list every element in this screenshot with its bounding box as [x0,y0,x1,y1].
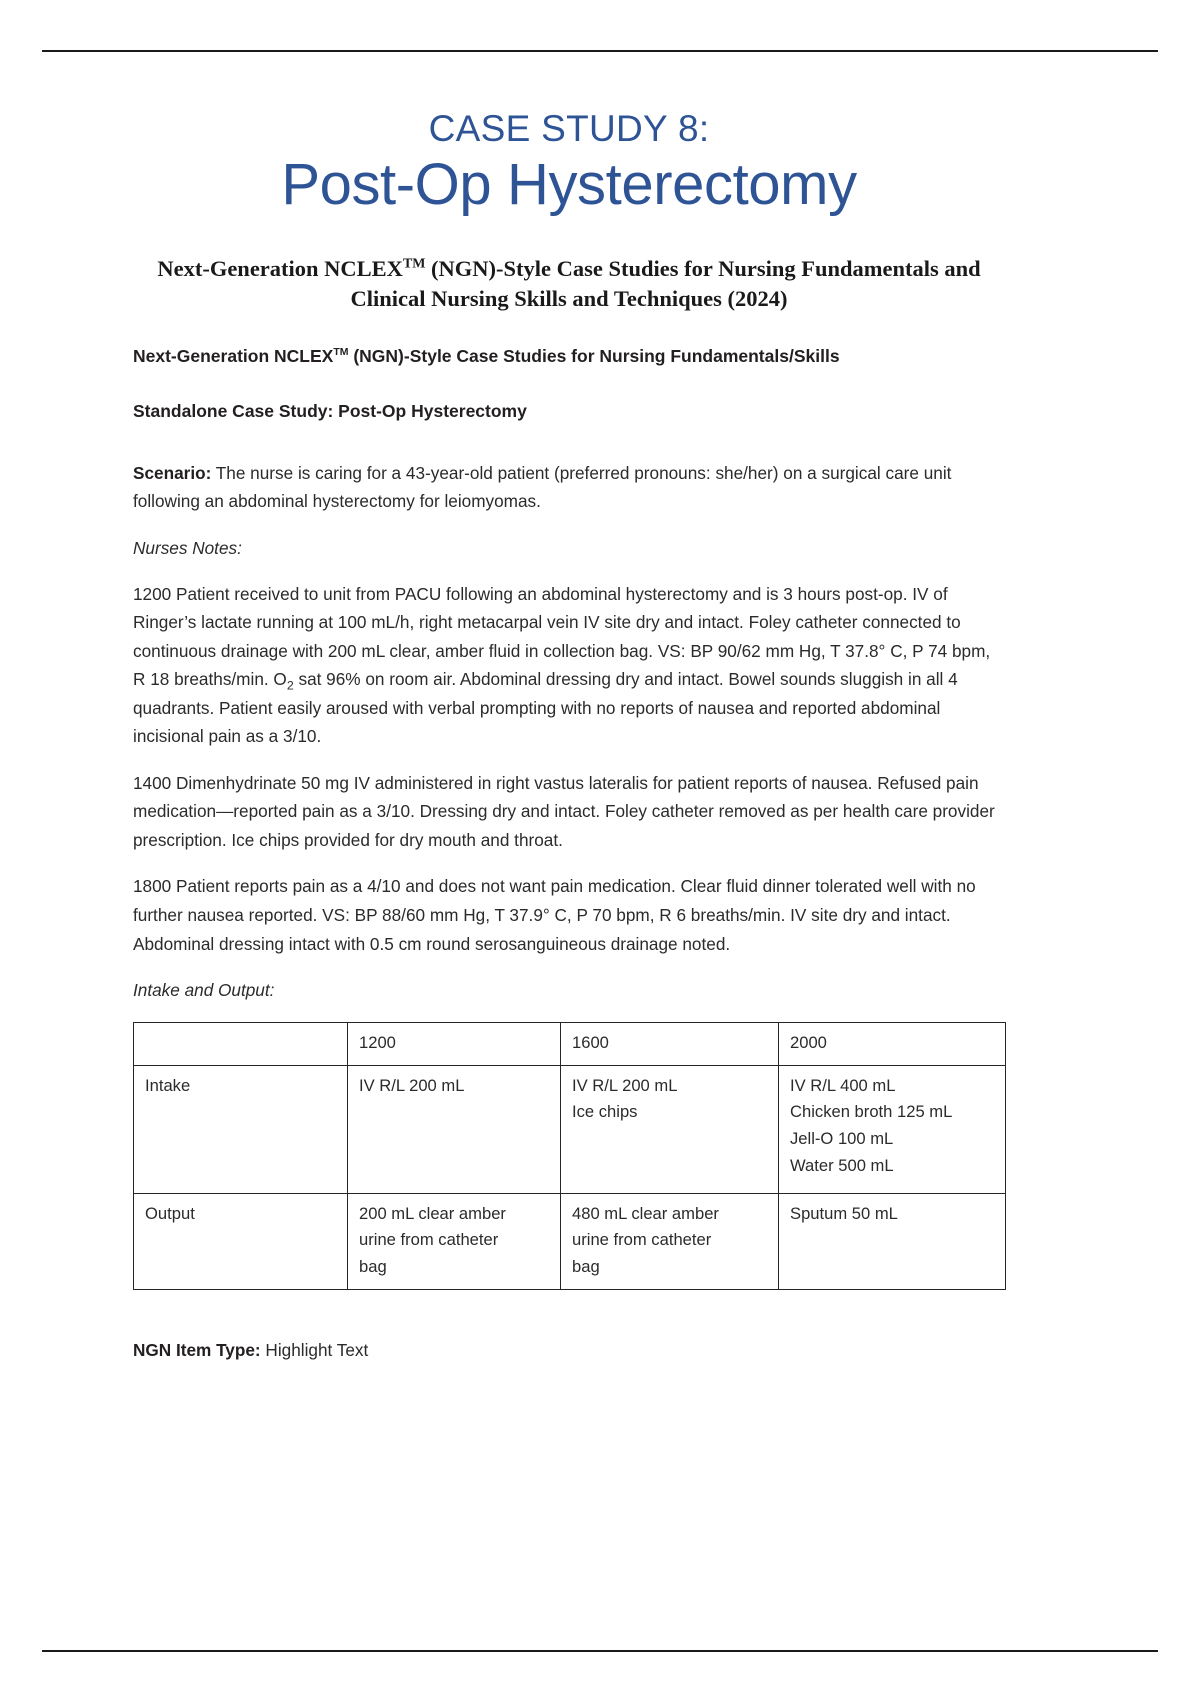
output-2000-cell [779,1193,1006,1290]
trademark-symbol: TM [333,346,349,359]
output-1200-cell [348,1193,561,1290]
standalone-case-heading: Standalone Case Study: Post-Op Hysterectomy [133,400,527,421]
cell-line: Sputum 50 mL [790,1203,898,1223]
row-label-output: Output [134,1193,348,1290]
trademark-symbol: TM [402,256,426,272]
document-content [133,108,1005,1365]
intake-1200-cell [348,1065,561,1193]
scenario-label: Scenario: [133,462,212,483]
nurses-note-1800: 1800 Patient reports pain as a 4/10 and does not want pain medication. Clear fluid dinner tolerated well with no further nausea reported. VS: BP 88/60 mm Hg, T 37.9° C, P 70 bpm, R 6 breaths/min. IV site dry and intact. Abdominal dressing intact with 0.5 cm round serosanguineous drainage noted. [133,876,976,954]
table-header-row [134,1022,1006,1065]
cell-line: urine from catheter [359,1230,499,1250]
cell-line: 480 mL clear amber [572,1203,719,1223]
ngn-style-heading-part2: (NGN)-Style Case Studies for Nursing Fundamentals/Skills [348,346,840,367]
nurses-note-1400: 1400 Dimenhydrinate 50 mg IV administered in right vastus lateralis for patient reports of nausea. Refused pain medication—reported pain as a 3/10. Dressing dry and intact. Foley catheter removed as per health care provider prescription. Ice chips provided for dry mouth and throat. [133,772,995,850]
output-1600-cell [561,1193,779,1290]
publication-subtitle-part2: (NGN)-Style Case Studies for Nursing Fundamentals and Clinical Nursing Skills and Techniques (2024) [350,255,981,312]
ngn-item-type-label: NGN Item Type: [133,1340,261,1361]
table-col-header-2000: 2000 [779,1022,1006,1065]
intake-1600-cell [561,1065,779,1193]
cell-line: Jell-O 100 mL [790,1129,894,1149]
cell-line: IV R/L 200 mL [572,1075,678,1095]
cell-line: Ice chips [572,1102,638,1122]
nurses-notes-label: Nurses Notes: [133,538,242,558]
intake-output-table [133,1022,1006,1291]
nurses-note-1200 [133,580,1005,751]
cell-line: Chicken broth 125 mL [790,1102,953,1122]
ngn-item-type-value: Highlight Text [260,1340,369,1361]
scenario-text: The nurse is caring for a 43-year-old patient (preferred pronouns: she/her) on a surgical care unit following an abdominal hysterectomy for leiomyomas. [133,462,952,512]
oxygen-subscript: 2 [286,678,294,693]
table-row [134,1065,1006,1193]
case-study-number-title: CASE STUDY 8: [428,108,710,149]
nurses-note-1200-part1: 1200 Patient received to unit from PACU following an abdominal hysterectomy and is 3 hours post-op. IV of Ringer’s lactate running at 100 mL/h, right metacarpal vein IV site dry and intact. Foley catheter connected to continuous drainage with 200 mL clear, amber fluid in collection bag. VS: BP 90/62 mm Hg, T 37.8° C, P 74 bpm, R 18 breaths/min. O [133,583,991,690]
nurses-note-1200-part2: sat 96% on room air. Abdominal dressing dry and intact. Bowel sounds sluggish in all 4 quadrants. Patient easily aroused with verbal prompting with no reports of nausea and reported abdominal incisional pain as a 3/10. [133,669,958,747]
table-col-header-1600: 1600 [561,1022,779,1065]
publication-subtitle [133,254,1005,314]
table-col-header-1200: 1200 [348,1022,561,1065]
cell-line: urine from catheter [572,1230,712,1250]
ngn-style-heading [133,344,1005,369]
cell-line: bag [359,1257,387,1277]
cell-line: 200 mL clear amber [359,1203,506,1223]
cell-line: IV R/L 400 mL [790,1075,896,1095]
intake-2000-cell [779,1065,1006,1193]
table-row [134,1193,1006,1290]
table-corner-cell [134,1022,348,1065]
footer-rule [42,1650,1158,1652]
row-label-intake: Intake [134,1065,348,1193]
header-rule [42,50,1158,52]
intake-output-label: Intake and Output: [133,980,275,1001]
case-study-main-title: Post-Op Hysterectomy [281,152,857,218]
cell-line: IV R/L 200 mL [359,1075,465,1095]
ngn-style-heading-part1: Next-Generation NCLEX [133,346,334,367]
cell-line: Water 500 mL [790,1156,894,1176]
scenario-paragraph [133,459,1005,516]
ngn-item-type [133,1336,1005,1365]
publication-subtitle-part1: Next-Generation NCLEX [157,255,403,281]
cell-line: bag [572,1257,600,1277]
